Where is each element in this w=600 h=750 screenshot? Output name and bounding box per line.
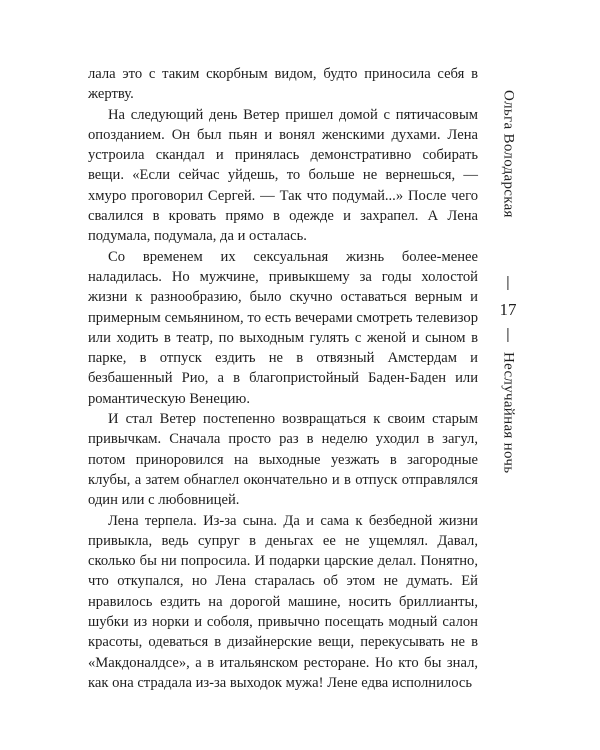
page-number: 17 [499, 300, 517, 319]
author-name: Ольга Володарская [500, 90, 517, 218]
body-text [88, 64, 478, 693]
paragraph: Лена терпела. Из-за сына. Да и сама к безбедной жизни привыкла, ведь супруг в деньгах ее не ущемлял. Давал, сколько бы ни попросила. И подарки царские делал. Понятно, что откупался, но Лена старалась об этом не думать. Ей нравилось ездить на дорогой машине, носить бриллианты, шубки из норки и соболя, привычно посещать модный салон красоты, одеваться в дизайнерские вещи, перекусывать не в «Макдоналдсе», а в итальянском ресторане. Но кто бы знал, как она страдала из-за выходок мужа! Лене едва исполнилось [88, 512, 478, 691]
header-divider [507, 328, 508, 342]
paragraph: лала это с таким скорбным видом, будто приносила себя в жертву. [88, 66, 478, 103]
header-divider [507, 276, 508, 290]
paragraph: И стал Ветер постепенно возвращаться к своим старым привычкам. Сначала просто раз в неделю уходил в загул, потом приноровился на выходные уезжать в загородные клубы, а затем обнаглел окончательно и в отпуск отправлялся один или с любовницей. [88, 411, 478, 509]
paragraph: Со временем их сексуальная жизнь более-менее наладилась. Но мужчине, привыкшему за годы холостой жизни к разнообразию, было скучно оставаться верным и примерным семьянином, то есть вечерами смотреть телевизор или ходить в театр, по выходным гулять с женой и сыном в парке, в отпуск ездить не в отвязный Амстердам и безбашенный Рио, а в благопристойный Баден-Баден или романтическую Венецию. [88, 248, 478, 407]
paragraph: На следующий день Ветер пришел домой с пятичасовым опозданием. Он был пьян и вонял женскими духами. Лена устроила скандал и принялась демонстративно собирать вещи. «Если сейчас уйдешь, то больше не вернешься, — хмуро проговорил Сергей. — Так что подумай...» После чего свалился в кровать прямо в одежде и захрапел. А Лена подумала, подумала, да и осталась. [88, 106, 478, 245]
book-title: Неслучайная ночь [500, 352, 517, 474]
running-header [488, 90, 528, 530]
